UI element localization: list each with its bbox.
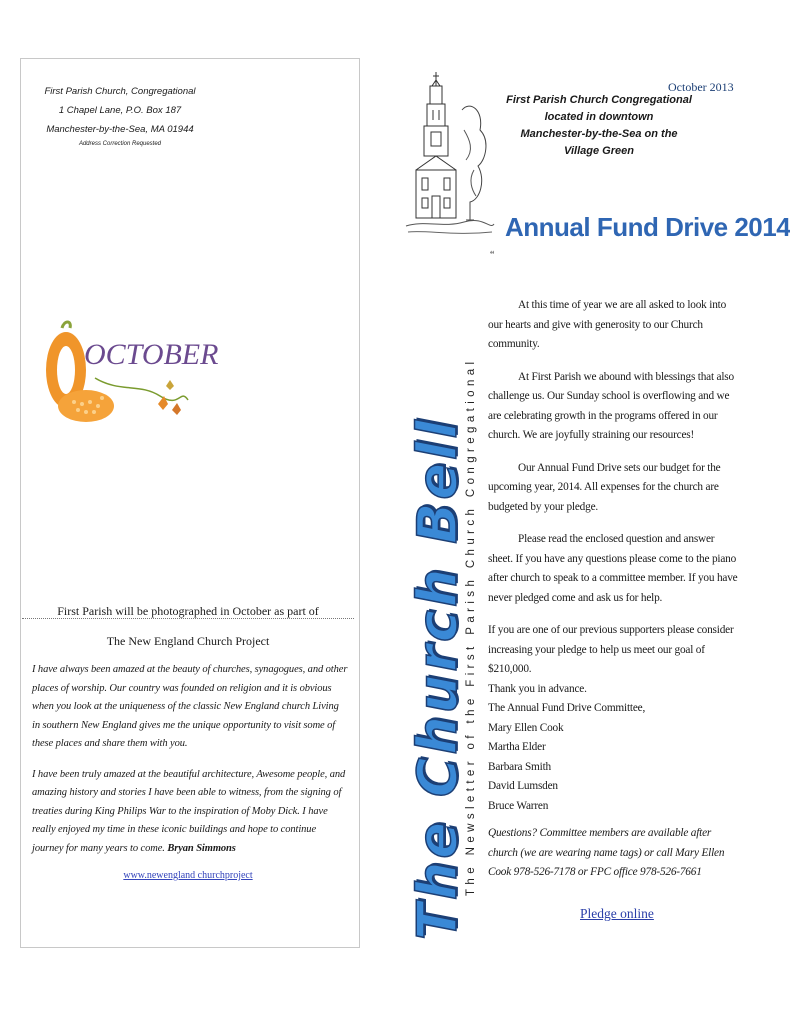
newsletter-subtitle: The Newsletter of the First Parish Church Congregational	[465, 357, 477, 896]
newsletter-title: The Church Bell	[406, 417, 469, 940]
leaf-icon	[166, 380, 174, 390]
pledge-online-link[interactable]: Pledge online	[580, 906, 654, 921]
photo-paragraph-1: I have always been amazed at the beauty of churches, synagogues, and other places of worship. Our country was founded on religion and it is obvious when you look at the uniqueness of the classic New England church Living in southern New England gives me the unique opportunity to visit some of these places and share them with you.	[32, 664, 348, 749]
mailing-line-2: 1 Chapel Lane, P.O. Box 187	[58, 105, 182, 116]
article-paragraph-1: At this time of year we are all asked to look into our hearts and give with generosity to our Church community.	[488, 299, 727, 350]
photo-paragraph-2-text: I have been truly amazed at the beautiful architecture, Awesome people, and amazing history and stories I have been able to witness, from the signing of treaties during King Philips War to the inspiration of Moby Dick. I have really enjoyed my time in these iconic buildings and hope to continue journey for many years to come.	[32, 768, 346, 854]
photo-project-section	[22, 604, 354, 881]
article-paragraph-3: Our Annual Fund Drive sets our budget for the upcoming year, 2014. All expenses for the church are budgeted by your pledge.	[488, 461, 721, 513]
questions-contact: Questions? Committee members are available after church (we are wearing name tags) or call Mary Ellen Cook 978-526-7178 or FPC office 978-526-7661	[488, 827, 725, 878]
address-correction-note: Address Correction Requested	[78, 141, 162, 147]
committee-heading: The Annual Fund Drive Committee,	[488, 702, 646, 714]
thank-you-line: Thank you in advance.	[488, 682, 587, 695]
article-paragraph-2: At First Parish we abound with blessings that also challenge us. Our Sunday school is overflowing and we are celebrating growth in the programs offered in our church. We are joyfully straining our resources!	[488, 370, 734, 441]
church-location-line: located in downtown	[544, 111, 654, 123]
pumpkin-stem	[62, 322, 70, 328]
mailing-line-3: Manchester-by-the-Sea, MA 01944	[46, 124, 194, 135]
photo-section-subtitle: The New England Church Project	[106, 634, 270, 648]
church-header	[502, 92, 696, 160]
mailing-line-1: First Parish Church, Congregational	[44, 86, 196, 97]
october-logo-text: OCTOBER	[84, 338, 219, 371]
october-pumpkin-logo	[40, 318, 219, 428]
photo-paragraph-2	[32, 766, 348, 859]
photo-section-title: First Parish will be photographed in October as part of	[57, 604, 319, 618]
article-body	[488, 296, 738, 896]
photographer-signature: Bryan Simmons	[167, 842, 236, 854]
committee-member: Barbara Smith	[488, 760, 551, 773]
article-paragraph-4: Please read the enclosed question and answer sheet. If you have any questions please come to the piano after church to speak to a committee member. If you have never pledged come and ask us for help.	[488, 533, 738, 604]
church-illustration	[404, 70, 496, 242]
committee-member: Mary Ellen Cook	[488, 721, 564, 734]
church-location-detail: Manchester-by-the-Sea on the Village Green	[520, 128, 678, 157]
committee-member: David Lumsden	[488, 780, 558, 792]
committee-member: Martha Elder	[488, 741, 546, 753]
leaf-icon	[172, 403, 181, 415]
mailing-address	[30, 82, 210, 149]
committee-member: Bruce Warren	[488, 799, 549, 812]
leaf-icon	[158, 396, 168, 410]
quote-mark: “	[490, 250, 495, 261]
article-title: Annual Fund Drive 2014	[505, 212, 790, 242]
church-name: First Parish Church Congregational	[506, 94, 692, 106]
article-paragraph-5: If you are one of our previous supporters please consider increasing your pledge to help us meet our goal of $210,000.	[488, 624, 734, 675]
issue-date: October 2013	[668, 80, 734, 94]
church-project-link[interactable]: www.newengland churchproject	[123, 870, 253, 881]
pumpkin-base	[58, 390, 114, 422]
